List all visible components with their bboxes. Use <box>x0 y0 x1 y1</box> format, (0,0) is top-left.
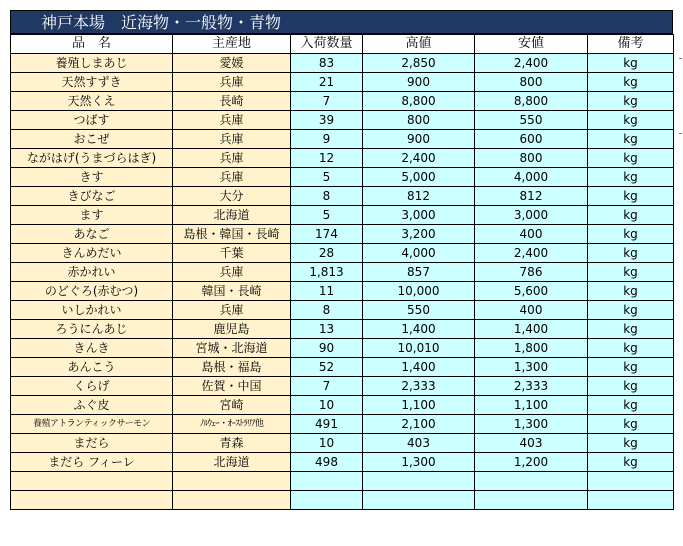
quantity-cell: 52 <box>291 358 363 377</box>
header-origin: 主産地 <box>173 35 291 54</box>
quantity-cell: 5 <box>291 168 363 187</box>
unit-cell: kg <box>588 206 674 225</box>
empty-cell <box>173 472 291 491</box>
unit-cell: kg <box>588 377 674 396</box>
quantity-cell: 12 <box>291 149 363 168</box>
table-row <box>11 415 674 434</box>
table-row <box>11 92 674 111</box>
table-row <box>11 320 674 339</box>
high-price-cell: 2,400 <box>363 149 475 168</box>
low-price-cell: 403 <box>475 434 588 453</box>
item-name-cell: くらげ <box>11 377 173 396</box>
high-price-cell: 1,400 <box>363 358 475 377</box>
header-high: 高値 <box>363 35 475 54</box>
origin-cell: 北海道 <box>173 453 291 472</box>
quantity-cell: 10 <box>291 396 363 415</box>
quantity-cell: 7 <box>291 92 363 111</box>
quantity-cell: 39 <box>291 111 363 130</box>
quantity-cell: 28 <box>291 244 363 263</box>
table-row <box>11 206 674 225</box>
table-row <box>11 130 674 149</box>
low-price-cell: 1,800 <box>475 339 588 358</box>
empty-cell <box>173 491 291 510</box>
quantity-cell: 8 <box>291 301 363 320</box>
high-price-cell: 857 <box>363 263 475 282</box>
unit-cell: kg <box>588 130 674 149</box>
unit-cell: kg <box>588 225 674 244</box>
high-price-cell: 1,100 <box>363 396 475 415</box>
header-unit: 備考 <box>588 35 674 54</box>
price-sheet <box>10 10 673 510</box>
unit-cell: kg <box>588 54 674 73</box>
unit-cell: kg <box>588 92 674 111</box>
table-row <box>11 358 674 377</box>
unit-cell: kg <box>588 149 674 168</box>
empty-cell <box>291 491 363 510</box>
low-price-cell: 2,333 <box>475 377 588 396</box>
table-row <box>11 187 674 206</box>
origin-cell: 兵庫 <box>173 73 291 92</box>
item-name-cell: ろうにんあじ <box>11 320 173 339</box>
table-row <box>11 301 674 320</box>
high-price-cell: 2,100 <box>363 415 475 434</box>
quantity-cell: 83 <box>291 54 363 73</box>
table-row <box>11 149 674 168</box>
sheet-title: 神戸本場 近海物・一般物・青物 <box>10 10 673 34</box>
item-name-cell: 養殖しまあじ <box>11 54 173 73</box>
origin-cell: 愛媛 <box>173 54 291 73</box>
table-row <box>11 111 674 130</box>
empty-cell <box>363 472 475 491</box>
origin-cell: 長崎 <box>173 92 291 111</box>
quantity-cell: 174 <box>291 225 363 244</box>
item-name-cell: きす <box>11 168 173 187</box>
empty-cell <box>291 472 363 491</box>
origin-cell: 宮城・北海道 <box>173 339 291 358</box>
low-price-cell: 800 <box>475 149 588 168</box>
origin-cell: 島根・福島 <box>173 358 291 377</box>
origin-cell: 兵庫 <box>173 111 291 130</box>
quantity-cell: 11 <box>291 282 363 301</box>
low-price-cell: 3,000 <box>475 206 588 225</box>
low-price-cell: 600 <box>475 130 588 149</box>
header-qty: 入荷数量 <box>291 35 363 54</box>
high-price-cell: 8,800 <box>363 92 475 111</box>
edge-mark <box>679 58 682 59</box>
origin-cell: 大分 <box>173 187 291 206</box>
quantity-cell: 8 <box>291 187 363 206</box>
origin-cell: 宮崎 <box>173 396 291 415</box>
high-price-cell: 812 <box>363 187 475 206</box>
unit-cell: kg <box>588 244 674 263</box>
low-price-cell: 812 <box>475 187 588 206</box>
low-price-cell: 4,000 <box>475 168 588 187</box>
unit-cell: kg <box>588 187 674 206</box>
quantity-cell: 21 <box>291 73 363 92</box>
high-price-cell: 1,400 <box>363 320 475 339</box>
item-name-cell: ながはげ(うまづらはぎ) <box>11 149 173 168</box>
high-price-cell: 1,300 <box>363 453 475 472</box>
empty-row <box>11 491 674 510</box>
unit-cell: kg <box>588 434 674 453</box>
low-price-cell: 550 <box>475 111 588 130</box>
table-row <box>11 377 674 396</box>
high-price-cell: 800 <box>363 111 475 130</box>
table-row <box>11 54 674 73</box>
unit-cell: kg <box>588 282 674 301</box>
origin-cell: 兵庫 <box>173 168 291 187</box>
high-price-cell: 10,000 <box>363 282 475 301</box>
empty-cell <box>363 491 475 510</box>
high-price-cell: 403 <box>363 434 475 453</box>
high-price-cell: 900 <box>363 130 475 149</box>
high-price-cell: 3,000 <box>363 206 475 225</box>
quantity-cell: 5 <box>291 206 363 225</box>
item-name-cell: 赤かれい <box>11 263 173 282</box>
unit-cell: kg <box>588 320 674 339</box>
table-row <box>11 225 674 244</box>
low-price-cell: 786 <box>475 263 588 282</box>
low-price-cell: 1,200 <box>475 453 588 472</box>
origin-cell: 兵庫 <box>173 301 291 320</box>
empty-cell <box>11 491 173 510</box>
empty-cell <box>475 491 588 510</box>
item-name-cell: 天然すずき <box>11 73 173 92</box>
item-name-cell: 養殖アトランティックサーモン <box>11 415 173 434</box>
table-row <box>11 396 674 415</box>
low-price-cell: 400 <box>475 225 588 244</box>
empty-cell <box>588 491 674 510</box>
empty-cell <box>588 472 674 491</box>
low-price-cell: 2,400 <box>475 244 588 263</box>
unit-cell: kg <box>588 358 674 377</box>
item-name-cell: ふぐ皮 <box>11 396 173 415</box>
item-name-cell: ます <box>11 206 173 225</box>
low-price-cell: 1,300 <box>475 415 588 434</box>
header-low: 安値 <box>475 35 588 54</box>
unit-cell: kg <box>588 73 674 92</box>
high-price-cell: 4,000 <box>363 244 475 263</box>
origin-cell: 佐賀・中国 <box>173 377 291 396</box>
quantity-cell: 7 <box>291 377 363 396</box>
item-name-cell: きびなご <box>11 187 173 206</box>
unit-cell: kg <box>588 263 674 282</box>
quantity-cell: 13 <box>291 320 363 339</box>
unit-cell: kg <box>588 339 674 358</box>
quantity-cell: 10 <box>291 434 363 453</box>
table-row <box>11 244 674 263</box>
item-name-cell: きんき <box>11 339 173 358</box>
table-row <box>11 168 674 187</box>
empty-cell <box>11 472 173 491</box>
item-name-cell: 天然くえ <box>11 92 173 111</box>
unit-cell: kg <box>588 396 674 415</box>
low-price-cell: 2,400 <box>475 54 588 73</box>
high-price-cell: 3,200 <box>363 225 475 244</box>
quantity-cell: 498 <box>291 453 363 472</box>
empty-cell <box>475 472 588 491</box>
quantity-cell: 90 <box>291 339 363 358</box>
origin-cell: 韓国・長崎 <box>173 282 291 301</box>
quantity-cell: 1,813 <box>291 263 363 282</box>
item-name-cell: つばす <box>11 111 173 130</box>
origin-cell: ﾉﾙｳｪｰ・ｵｰｽﾄﾗﾘｱ他 <box>173 415 291 434</box>
item-name-cell: まだら フィーレ <box>11 453 173 472</box>
low-price-cell: 1,100 <box>475 396 588 415</box>
origin-cell: 兵庫 <box>173 130 291 149</box>
table-row <box>11 73 674 92</box>
item-name-cell: まだら <box>11 434 173 453</box>
origin-cell: 青森 <box>173 434 291 453</box>
origin-cell: 兵庫 <box>173 149 291 168</box>
unit-cell: kg <box>588 415 674 434</box>
unit-cell: kg <box>588 301 674 320</box>
header-row <box>11 35 674 54</box>
unit-cell: kg <box>588 453 674 472</box>
low-price-cell: 5,600 <box>475 282 588 301</box>
low-price-cell: 800 <box>475 73 588 92</box>
low-price-cell: 1,400 <box>475 320 588 339</box>
origin-cell: 千葉 <box>173 244 291 263</box>
table-row <box>11 339 674 358</box>
high-price-cell: 10,010 <box>363 339 475 358</box>
origin-cell: 鹿児島 <box>173 320 291 339</box>
high-price-cell: 900 <box>363 73 475 92</box>
origin-cell: 北海道 <box>173 206 291 225</box>
unit-cell: kg <box>588 168 674 187</box>
header-name: 品 名 <box>11 35 173 54</box>
origin-cell: 島根・韓国・長崎 <box>173 225 291 244</box>
table-row <box>11 263 674 282</box>
low-price-cell: 400 <box>475 301 588 320</box>
high-price-cell: 550 <box>363 301 475 320</box>
quantity-cell: 491 <box>291 415 363 434</box>
quantity-cell: 9 <box>291 130 363 149</box>
high-price-cell: 5,000 <box>363 168 475 187</box>
empty-row <box>11 472 674 491</box>
unit-cell: kg <box>588 111 674 130</box>
price-table <box>10 34 674 510</box>
low-price-cell: 1,300 <box>475 358 588 377</box>
high-price-cell: 2,333 <box>363 377 475 396</box>
table-row <box>11 453 674 472</box>
high-price-cell: 2,850 <box>363 54 475 73</box>
item-name-cell: あなご <box>11 225 173 244</box>
item-name-cell: あんこう <box>11 358 173 377</box>
edge-mark <box>679 133 682 134</box>
item-name-cell: おこぜ <box>11 130 173 149</box>
item-name-cell: のどぐろ(赤むつ) <box>11 282 173 301</box>
table-row <box>11 434 674 453</box>
origin-cell: 兵庫 <box>173 263 291 282</box>
table-row <box>11 282 674 301</box>
low-price-cell: 8,800 <box>475 92 588 111</box>
item-name-cell: いしかれい <box>11 301 173 320</box>
item-name-cell: きんめだい <box>11 244 173 263</box>
